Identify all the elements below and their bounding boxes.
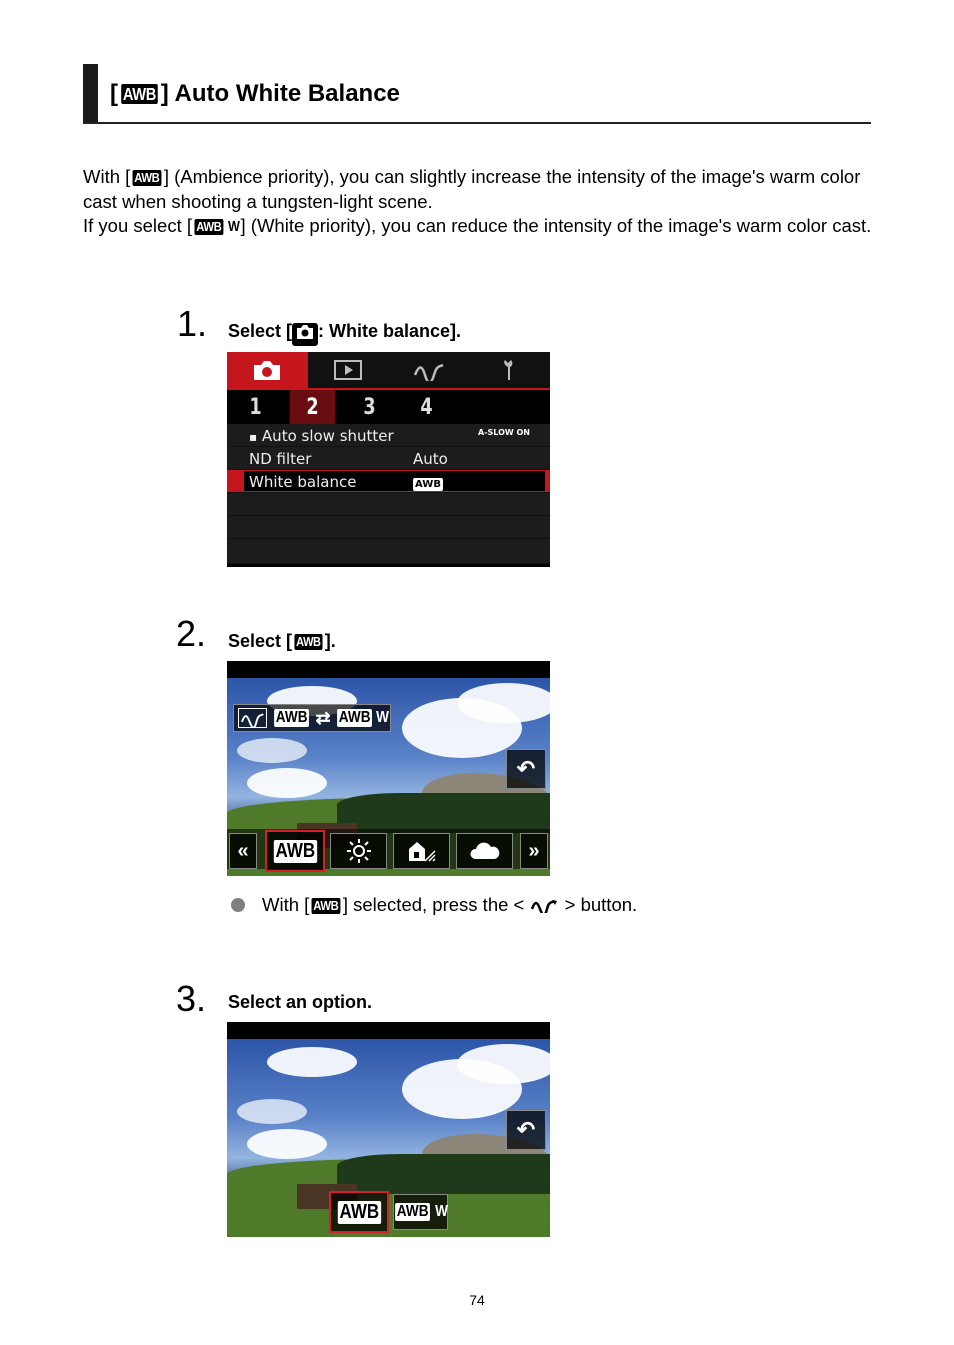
intro-text (83, 165, 883, 239)
double-chevron-right-icon: » (528, 839, 540, 862)
swap-arrows-icon: ⇄ (315, 707, 331, 728)
step-label-1: Select [ : White balance]. (228, 321, 461, 346)
tab-custom[interactable] (389, 352, 470, 388)
awb-icon: AWB (296, 634, 321, 649)
scroll-left-button[interactable] (229, 833, 257, 869)
step-number-2: 2. (176, 613, 207, 654)
awb-icon: AWB (415, 479, 441, 490)
bullet-point (231, 898, 245, 912)
a-slow-on-badge: A-SLOW ON (478, 428, 530, 437)
custom-function-icon (412, 359, 446, 381)
menu-tabs (227, 352, 550, 388)
menu-page-3[interactable]: 3 (363, 394, 376, 420)
camera-icon (251, 359, 283, 381)
intro-paragraph-2: If you select [ AWB W ] (White priority), you can reduce the intensity of the image's warm color cast. (83, 214, 883, 239)
awb-icon: AWB (339, 1200, 379, 1223)
wb-option-ambience-priority[interactable] (329, 1191, 389, 1233)
menu-row-nd-filter[interactable]: ND filter Auto (227, 447, 550, 470)
wb-option-white-priority[interactable]: AWB W (393, 1194, 448, 1230)
step-label-3: Select an option. (228, 992, 373, 1012)
menu-page-1[interactable]: 1 (249, 394, 262, 420)
wb-option-screen (227, 1022, 550, 1237)
page-title: [ AWB ] Auto White Balance (110, 80, 400, 107)
return-icon: ↶ (516, 1117, 536, 1142)
step-number-1: 1. (177, 303, 208, 344)
step-number-3: 3. (176, 978, 207, 1019)
custom-function-icon (238, 708, 267, 728)
shade-icon (407, 839, 437, 863)
custom-function-icon (530, 897, 560, 913)
wb-option-shade[interactable] (393, 833, 450, 869)
tab-shooting[interactable] (227, 352, 308, 388)
back-button[interactable] (506, 749, 546, 789)
awb-icon: AWB (134, 170, 160, 185)
back-button[interactable] (506, 1110, 546, 1150)
step-label-2: Select [ AWB ]. (228, 631, 336, 651)
menu-page-numbers (227, 390, 550, 424)
wb-option-awb[interactable] (265, 830, 325, 872)
return-icon: ↶ (516, 756, 536, 781)
double-chevron-left-icon: « (237, 839, 249, 862)
awb-icon: AWB (122, 84, 156, 104)
menu-page-4[interactable]: 4 (420, 394, 433, 420)
tab-setup[interactable] (469, 352, 550, 388)
playback-icon (333, 359, 363, 381)
menu-row-white-balance[interactable]: White balance AWB (227, 470, 550, 493)
awb-icon: AWB (275, 839, 315, 862)
wb-option-daylight[interactable] (330, 833, 387, 869)
camera-menu-screen (227, 352, 550, 567)
bullet-text: With [ AWB ] selected, press the < > button. (262, 894, 638, 915)
wb-option-cloudy[interactable] (456, 833, 513, 869)
awbw-icon: AWB W (196, 218, 240, 235)
awb-icon: AWB (338, 709, 371, 726)
scroll-right-button[interactable] (520, 833, 548, 869)
page-number: 74 (469, 1292, 485, 1308)
wrench-icon (499, 358, 521, 382)
awb-icon: AWB (397, 1203, 429, 1220)
header-bar (83, 64, 98, 123)
cloud-icon (469, 841, 501, 861)
menu-page-2[interactable]: 2 (290, 390, 336, 424)
awb-icon: AWB (313, 898, 339, 913)
intro-paragraph-1: With [ AWB ] (Ambience priority), you can slightly increase the intensity of the image's warm color cast when shooting a tungsten-light scene. (83, 166, 861, 212)
sun-icon (346, 838, 372, 864)
white-balance-screen (227, 661, 550, 876)
header-rule (83, 122, 871, 124)
awb-icon: AWB (275, 709, 308, 726)
camera-icon (292, 323, 318, 346)
menu-row-auto-slow-shutter[interactable]: ▪ Auto slow shutter A-SLOW ON (227, 424, 550, 447)
tab-playback[interactable] (308, 352, 389, 388)
movie-icon: ▪ (249, 430, 258, 444)
wb-priority-selector[interactable]: AWB ⇄ AWB W (233, 704, 391, 732)
